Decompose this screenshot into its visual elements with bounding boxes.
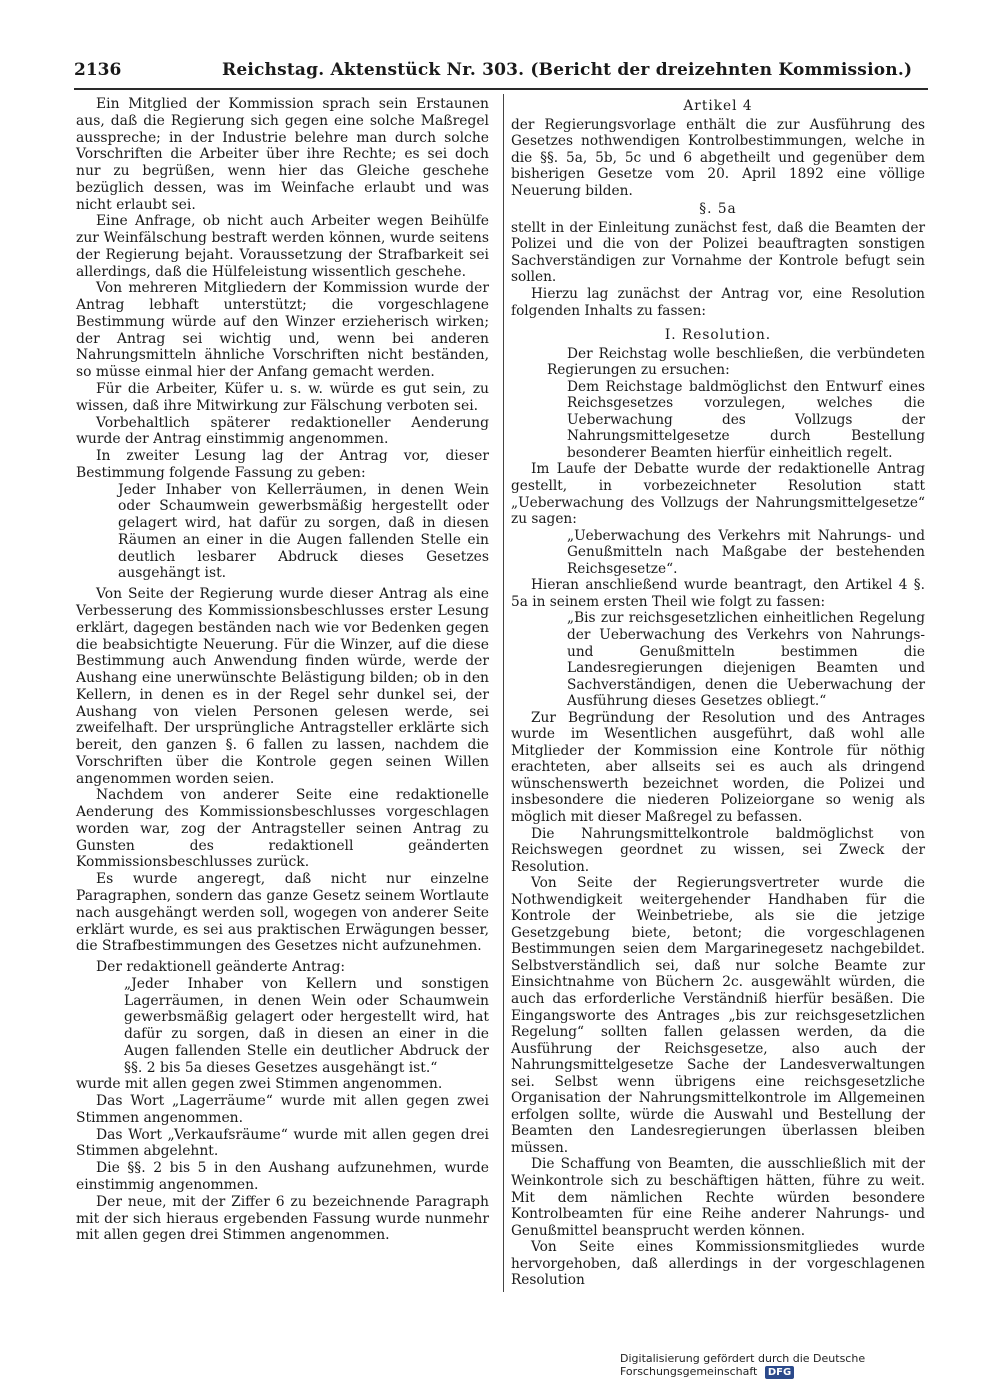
left-column	[76, 96, 489, 1244]
dfg-logo: DFG	[765, 1366, 794, 1379]
paragraph: Hieran anschließend wurde beantragt, den Artikel 4 §. 5a in seinem ersten Theil wie folgt zu fassen:	[511, 577, 925, 610]
running-title: Reichstag. Aktenstück Nr. 303. (Bericht der dreizehnten Kommission.)	[222, 60, 913, 80]
paragraph: Hierzu lag zunächst der Antrag vor, eine Resolution folgenden Inhalts zu fassen:	[511, 286, 925, 319]
footer-text: Digitalisierung gefördert durch die Deutsche Forschungsgemeinschaft	[620, 1352, 866, 1378]
paragraph: stellt in der Einleitung zunächst fest, daß die Beamten der Polizei und die von der Polizei beauftragten sonstigen Sachverständigen zur Vornahme der Kontrole befugt sein sollen.	[511, 219, 925, 286]
paragraph: In zweiter Lesung lag der Antrag vor, dieser Bestimmung folgende Fassung zu geben:	[76, 448, 489, 481]
section-heading: §. 5a	[699, 201, 737, 218]
quoted-provision: „Jeder Inhaber von Kellern und sonstigen Lagerräumen, in denen Wein oder Schaumwein gewerbsmäßig gelagert oder hergestellt wird, hat dafür zu sorgen, daß in diesen an einer in die Augen fallenden Stelle ein deutlicher Abdruck der §§. 2 bis 5a dieses Gesetzes ausgehängt ist.“	[124, 975, 489, 1076]
paragraph: Vorbehaltlich späterer redaktioneller Aenderung wurde der Antrag einstimmig angenommen.	[76, 414, 489, 448]
quoted-provision: „Ueberwachung des Verkehrs mit Nahrungs- und Genußmitteln nach Maßgabe der bestehenden Reichsgesetze“.	[567, 527, 925, 577]
paragraph: Die Nahrungsmittelkontrole baldmöglichst von Reichswegen geordnet zu wissen, sei Zweck der Resolution.	[511, 825, 925, 875]
quoted-provision: „Bis zur reichsgesetzlichen einheitlichen Regelung der Ueberwachung des Verkehrs von Nahrungs- und Genußmitteln bestimmen die Landesregierungen diejenigen Beamten und Sachverständigen, denen die Ueberwachung der Ausführung dieses Gesetzes obliegt.“	[567, 610, 925, 710]
right-column	[511, 96, 925, 1289]
paragraph: Von Seite eines Kommissionsmitgliedes wurde hervorgehoben, daß allerdings in der vorgeschlagenen Resolution	[511, 1239, 925, 1289]
paragraph: Das Wort „Verkaufsräume“ wurde mit allen gegen drei Stimmen abgelehnt.	[76, 1126, 489, 1160]
paragraph: Im Laufe der Debatte wurde der redaktionelle Antrag gestellt, in vorbezeichneter Resolution statt „Ueberwachung des Vollzugs der Nahrungsmittelgesetze“ zu sagen:	[511, 461, 925, 528]
article-heading: Artikel 4	[683, 98, 753, 114]
paragraph: Der Reichstag wolle beschließen, die verbündeten Regierungen zu ersuchen:	[547, 345, 925, 379]
paragraph: Von mehreren Mitgliedern der Kommission wurde der Antrag lebhaft unterstützt; die vorgeschlagene Bestimmung würde auf den Winzer erzieherisch wirken; der Antrag sei wichtig und, wenn bei anderen Nahrungsmitteln ähnliche Vorschriften nicht beständen, so müsse einmal hier der Anfang gemacht werden.	[76, 280, 489, 381]
page-header	[74, 56, 926, 84]
paragraph: Nachdem von anderer Seite eine redaktionelle Aenderung des Kommissionsbeschlusses vorgeschlagen worden war, zog der Antragsteller seinen Antrag zu Gunsten des redaktionell geänderten Kommissionsbeschlusses zurück.	[76, 787, 489, 871]
page-number: 2136	[74, 60, 122, 80]
resolution-heading: I. Resolution.	[664, 327, 772, 344]
header-rule	[74, 88, 928, 90]
paragraph: Für die Arbeiter, Küfer u. s. w. würde es gut sein, zu wissen, daß ihre Mitwirkung zur Fälschung verboten sei.	[76, 381, 489, 414]
column-divider	[503, 94, 504, 1292]
paragraph: Zur Begründung der Resolution und des Antrages wurde im Wesentlichen ausgeführt, daß wohl alle Mitglieder der Kommission eine Kontrole für nöthig erachteten, aber allseits sei es auch als dringend wünschenswerth bezeichnet worden, die Polizei und insbesondere die niederen Polizeiorgane so wenig als möglich mit dieser Maßregel zu befassen.	[511, 709, 925, 825]
paragraph: Das Wort „Lagerräume“ wurde mit allen gegen zwei Stimmen angenommen.	[76, 1093, 489, 1126]
quoted-provision: Jeder Inhaber von Kellerräumen, in denen Wein oder Schaumwein gewerbsmäßig hergestellt oder gelagert wird, hat dafür zu sorgen, daß in diesen Räumen an einer in die Augen fallenden Stelle ein deutlich lesbarer Abdruck dieses Gesetzes ausgehängt ist.	[118, 481, 489, 582]
paragraph: Die §§. 2 bis 5 in den Aushang aufzunehmen, wurde einstimmig angenommen.	[76, 1160, 489, 1193]
paragraph: Von Seite der Regierung wurde dieser Antrag als eine Verbesserung des Kommissionsbeschlusses erster Lesung erklärt, dagegen beständen nach wie vor Bedenken gegen die beabsichtigte Neuerung. Für die Winzer, auf die diese Bestimmung auch Anwendung finden würde, werde der Aushang eine unerwünschte Belästigung bilden; ob in den Kellern, in denen es in der Regel sehr dunkel sei, der Aushang von vielen Personen gelesen werde, sei zweifelhaft. Der ursprüngliche Antragsteller erklärte sich bereit, den ganzen §. 6 fallen zu lassen, nachdem die Vorschriften über die Kontrole gegen seinen Willen angenommen worden seien.	[76, 586, 489, 787]
paragraph: Es wurde angeregt, daß nicht nur einzelne Paragraphen, sondern das ganze Gesetz seinem Wortlaute nach ausgehängt werden soll, wogegen von anderer Seite erklärt wurde, es sei aus praktischen Erwägungen besser, die Strafbestimmungen des Gesetzes nicht aufzunehmen.	[76, 871, 489, 955]
quoted-provision: Dem Reichstage baldmöglichst den Entwurf eines Reichsgesetzes vorzulegen, welches die Ueberwachung des Vollzugs der Nahrungsmittelgesetze durch Bestellung besonderer Beamten hierfür einheitlich regelt.	[567, 378, 925, 461]
paragraph: Ein Mitglied der Kommission sprach sein Erstaunen aus, daß die Regierung sich gegen eine solche Maßregel ausspreche; in der Industrie belehre man durch solche Vorschriften die Arbeiter über ihre Rechte; es sei doch nur zu begrüßen, wenn hier das Gleiche geschehe bezüglich dessen, was im Weinfache erlaubt und was nicht erlaubt sei.	[76, 96, 489, 213]
paragraph: Der neue, mit der Ziffer 6 zu bezeichnende Paragraph mit der sich hieraus ergebenden Fassung wurde nunmehr mit allen gegen drei Stimmen angenommen.	[76, 1193, 489, 1244]
paragraph: Die Schaffung von Beamten, die ausschließlich mit der Weinkontrole sich zu beschäftigen hätten, führe zu weit. Mit dem nämlichen Rechte würden besondere Kontrolbeamten für eine Reihe anderer Nahrungs- und Genußmittel beansprucht werden können.	[511, 1156, 925, 1239]
paragraph: Von Seite der Regierungsvertreter wurde die Nothwendigkeit weitergehender Handhaben für die Kontrole der Weinbetriebe, als sie die jetzige Gesetzgebung biete, betont; die vorgeschlagenen Bestimmungen seien dem Margarinegesetz nachgebildet. Selbstverständlich sei, daß nur solche Beamte zur Einsichtnahme von Büchern 2c. ausgewählt würden, die auch das erforderliche Verständniß hierfür besäßen. Die Eingangsworte des Antrages „bis zur reichsgesetzlichen Regelung“ sollten fallen gelassen werden, da die Ausführung der Reichsgesetze, also auch der Nahrungsmittelgesetze Sache der Landesverwaltungen sei. Selbst wenn übrigens eine reichsgesetzliche Organisation der Nahrungsmittelkontrole im Allgemeinen erfolgen sollte, würde die Auswahl und Bestellung der Beamten den Landesregierungen überlassen bleiben müssen.	[511, 875, 925, 1156]
paragraph: wurde mit allen gegen zwei Stimmen angenommen.	[76, 1076, 443, 1093]
footer-credit	[620, 1352, 1000, 1379]
paragraph: Eine Anfrage, ob nicht auch Arbeiter wegen Beihülfe zur Weinfälschung bestraft werden können, wurde seitens der Regierung bejaht. Voraussetzung der Strafbarkeit sei allerdings, daß die Hülfeleistung wissentlich geschehe.	[76, 213, 489, 280]
paragraph: der Regierungsvorlage enthält die zur Ausführung des Gesetzes nothwendigen Kontrolbestimmungen, welche in die §§. 5a, 5b, 5c und 6 abgetheilt und gegenüber dem bisherigen Gesetze vom 20. April 1892 eine völlige Neuerung bilden.	[511, 116, 925, 199]
paragraph: Der redaktionell geänderte Antrag:	[96, 959, 346, 976]
